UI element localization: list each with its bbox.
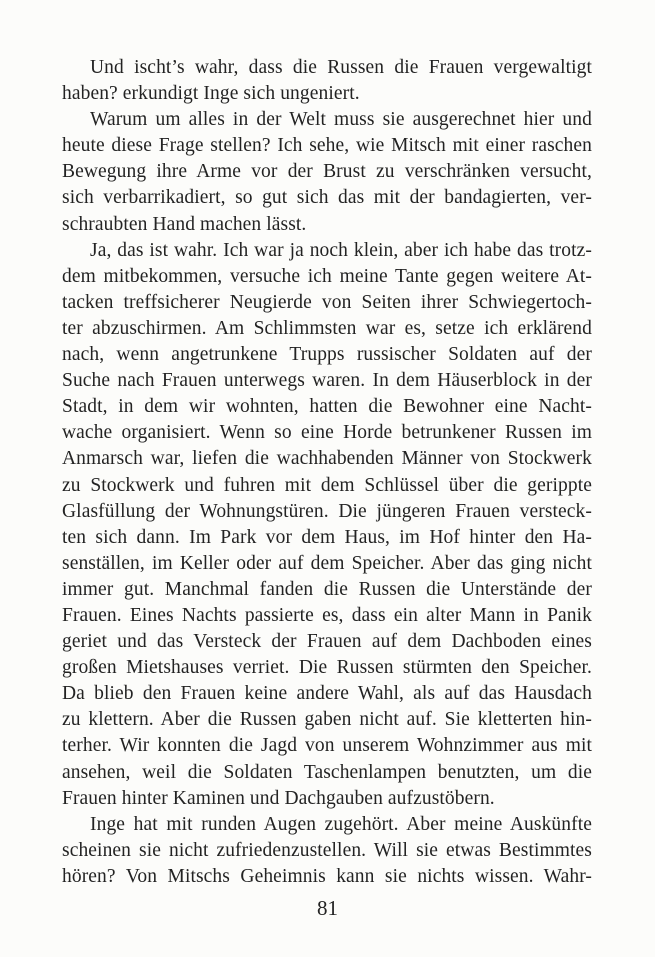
text-line: Frauen hinter Kaminen und Dachgauben aufzustöbern. <box>62 787 495 809</box>
text-line: Und ischt’s wahr, dass die Russen die Frauen vergewaltigt <box>90 57 592 78</box>
text-line: tacken treffsicherer Neugierde von Seiten ihrer Schwiegertoch- <box>62 291 592 313</box>
text-line: schraubten Hand machen lässt. <box>62 213 307 235</box>
text-line: scheinen sie nicht zufriedenzustellen. Will sie etwas Bestimmtes <box>62 839 592 861</box>
text-line: terher. Wir konnten die Jagd von unserem Wohnzimmer aus mit <box>62 735 592 757</box>
page-number: 81 <box>317 896 338 920</box>
text-line: sich verbarrikadiert, so gut sich das mit der bandagierten, ver- <box>62 187 592 209</box>
text-line: zu Stockwerk und fuhren mit dem Schlüssel über die gerippte <box>62 474 592 496</box>
text-line: ten sich dann. Im Park vor dem Haus, im Hof hinter den Ha- <box>62 526 592 548</box>
text-line: heute diese Frage stellen? Ich sehe, wie Mitsch mit einer raschen <box>62 135 592 157</box>
text-line: Anmarsch war, liefen die wachhabenden Männer von Stockwerk <box>62 448 592 470</box>
text-line: Stadt, in dem wir wohnten, hatten die Bewohner eine Nacht- <box>62 396 592 418</box>
text-line: Suche nach Frauen unterwegs waren. In dem Häuserblock in der <box>62 370 592 392</box>
text-line: haben? erkundigt Inge sich ungeniert. <box>62 83 360 105</box>
text-line: hören? Von Mitschs Geheimnis kann sie nichts wissen. Wahr- <box>62 865 592 887</box>
text-line: wache organisiert. Wenn so eine Horde betrunkener Russen im <box>62 422 592 444</box>
text-line: nach, wenn angetrunkene Trupps russischer Soldaten auf der <box>62 344 592 366</box>
text-line: senställen, im Keller oder auf dem Speicher. Aber das ging nicht <box>62 552 592 574</box>
text-line: Glasfüllung der Wohnungstüren. Die jüngeren Frauen versteck- <box>62 500 592 522</box>
text-line: immer gut. Manchmal fanden die Russen die Unterstände der <box>62 578 592 600</box>
text-line: Warum um alles in der Welt muss sie ausgerechnet hier und <box>90 109 592 131</box>
text-line: Da blieb den Frauen keine andere Wahl, als auf das Hausdach <box>62 683 592 705</box>
text-line: Bewegung ihre Arme vor der Brust zu verschränken versucht, <box>62 161 592 183</box>
text-line: ter abzuschirmen. Am Schlimmsten war es, setze ich erklärend <box>62 317 592 339</box>
body-text <box>62 55 592 890</box>
text-line: Frauen. Eines Nachts passierte es, dass ein alter Mann in Panik <box>62 604 592 626</box>
text-line: Inge hat mit runden Augen zugehört. Aber meine Auskünfte <box>90 813 592 835</box>
text-line: geriet und das Versteck der Frauen auf dem Dachboden eines <box>62 631 592 653</box>
text-line: dem mitbekommen, versuche ich meine Tante gegen weitere At- <box>62 265 592 287</box>
text-line: ansehen, weil die Soldaten Taschenlampen benutzten, um die <box>62 761 592 783</box>
text-line: Ja, das ist wahr. Ich war ja noch klein, aber ich habe das trotz- <box>90 239 592 261</box>
text-line: zu klettern. Aber die Russen gaben nicht auf. Sie kletterten hin- <box>62 709 592 731</box>
text-line: großen Mietshauses verriet. Die Russen stürmten den Speicher. <box>62 657 592 679</box>
